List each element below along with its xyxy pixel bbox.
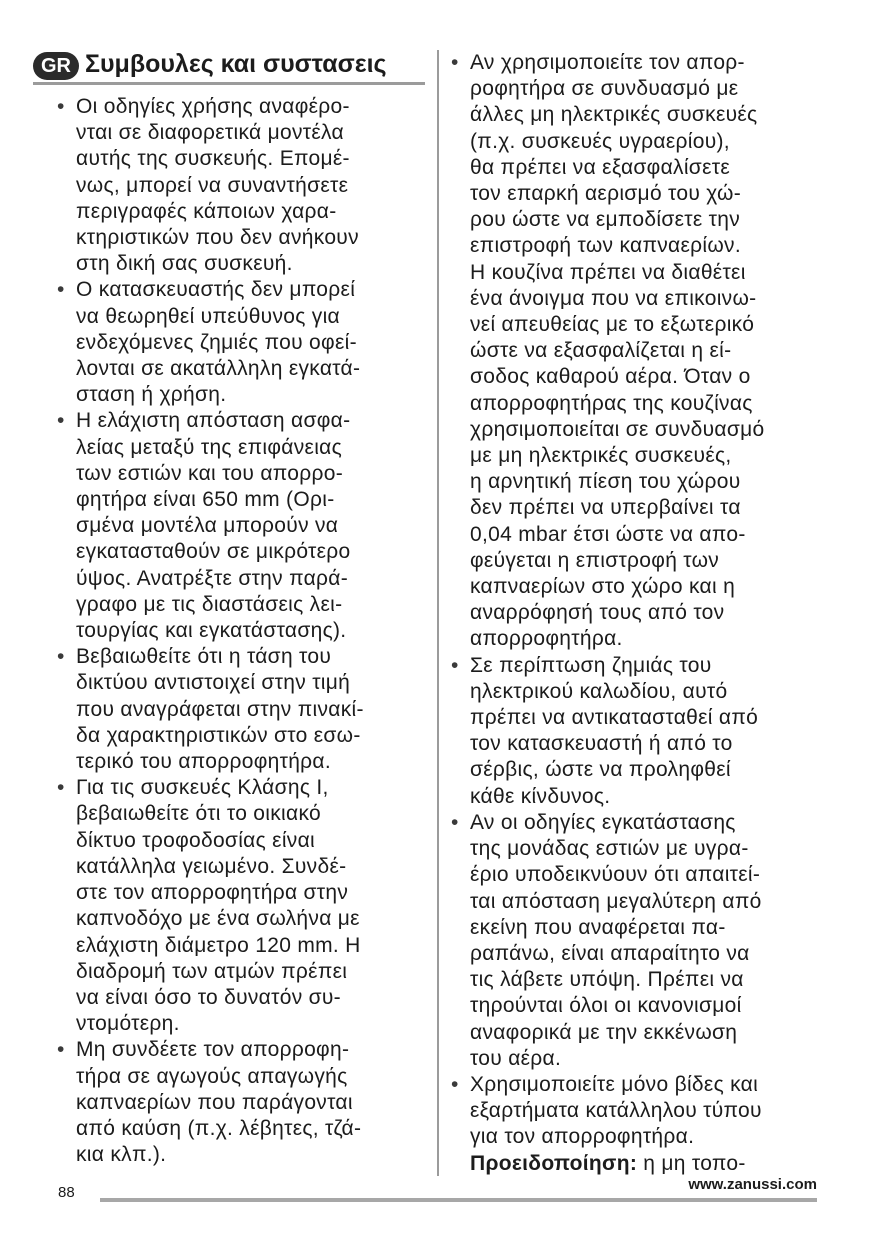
list-item [448, 50, 820, 653]
text-line: νως, μπορεί να συναντήσετε [76, 173, 349, 197]
bullet-icon: • [451, 1072, 459, 1096]
list-item [448, 810, 820, 1072]
text-line: εκείνη που αναφέρεται πα- [470, 915, 726, 939]
bullet-icon: • [57, 409, 65, 433]
text-line: πρέπει να αντικατασταθεί από [470, 706, 759, 730]
text-line: κατάλληλα γειωμένο. Συνδέ- [76, 854, 347, 878]
bullet-icon: • [57, 776, 65, 800]
text-line: άλλες μη ηλεκτρικές συσκευές [470, 103, 758, 127]
list-item [54, 408, 426, 644]
text-line: ρου ώστε να εμποδίσετε την [470, 208, 741, 232]
bullet-icon: • [451, 810, 459, 834]
text-line: απορροφητήρα. [470, 627, 623, 651]
footer-rule [100, 1198, 817, 1202]
text-line: δεν πρέπει να υπερβαίνει τα [470, 496, 741, 520]
page-number: 88 [58, 1184, 75, 1201]
list-item [54, 1037, 426, 1168]
text-line: νται σε διαφορετικά μοντέλα [76, 121, 344, 145]
bullet-icon: • [57, 278, 65, 302]
text-line: θα πρέπει να εξασφαλίσετε [470, 155, 730, 179]
text-line: δικτύου αντιστοιχεί στην τιμή [76, 671, 351, 695]
text-line: καπναερίων που παράγονται [76, 1090, 353, 1114]
text-line: σμένα μοντέλα μπορούν να [76, 514, 339, 538]
text-line: ελάχιστη διάμετρο 120 mm. Η [76, 933, 361, 957]
bullet-icon: • [57, 1038, 65, 1062]
text-line: σταση ή χρήση. [76, 383, 227, 407]
text-line: λονται σε ακατάλληλη εγκατά- [76, 357, 361, 381]
text-line: εξαρτήματα κατάλληλου τύπου [470, 1099, 762, 1123]
text-line: νεί απευθείας με το εξωτερικό [470, 313, 755, 337]
text-line: δα χαρακτηριστικών στο εσω- [76, 723, 361, 747]
text-line: βεβαιωθείτε ότι το οικιακό [76, 802, 321, 826]
section-header [33, 48, 425, 82]
text-line: Βεβαιωθείτε ότι η τάση του [76, 645, 332, 669]
text-line: ενδεχόμενες ζημιές που οφεί- [76, 330, 357, 354]
text-line: αυτής της συσκευής. Επομέ- [76, 147, 350, 171]
text-line: Για τις συσκευές Κλάσης Ι, [76, 776, 329, 800]
list-item [54, 644, 426, 775]
text-line: των εστιών και του απορρο- [76, 461, 343, 485]
text-line: Οι οδηγίες χρήσης αναφέρο- [76, 95, 350, 118]
list-item [54, 775, 426, 1037]
text-line: Σε περίπτωση ζημιάς του [470, 653, 712, 677]
text-line: αναρρόφησή τους από τον [470, 601, 725, 625]
bullet-icon: • [57, 95, 65, 118]
text-line: να θεωρηθεί υπεύθυνος για [76, 304, 341, 328]
text-line: 0,04 mbar έτσι ώστε να απο- [470, 522, 746, 546]
text-line: ηλεκτρικού καλωδίου, αυτό [470, 679, 728, 703]
list-item [448, 653, 820, 810]
text-line: σέρβις, ώστε να προληφθεί [470, 758, 731, 782]
text-line: για τον απορροφητήρα. [470, 1125, 695, 1149]
text-line: επιστροφή των καπναερίων. [470, 234, 741, 258]
text-line: Αν οι οδηγίες εγκατάστασης [470, 810, 736, 834]
text-line: τηρούνται όλοι οι κανονισμοί [470, 994, 742, 1018]
text-line: της μονάδας εστιών με υγρα- [470, 837, 749, 861]
text-line: καπναερίων στο χώρο και η [470, 575, 736, 599]
text-line: κάθε κίνδυνος. [470, 784, 611, 808]
text-line: που αναγράφεται στην πινακί- [76, 697, 364, 721]
website-url: www.zanussi.com [688, 1176, 817, 1193]
text-line: γραφο με τις διαστάσεις λει- [76, 592, 343, 616]
list-item [54, 94, 426, 277]
text-line: από καύση (π.χ. λέβητες, τζά- [76, 1116, 362, 1140]
text-line: χρησιμοποιείται σε συνδυασμό [470, 417, 765, 441]
text-line: απορροφητήρας της κουζίνας [470, 391, 753, 415]
text-line: φητήρα είναι 650 mm (Ορι- [76, 488, 335, 512]
list-item [448, 1072, 820, 1177]
text-line: η αρνητική πίεση του χώρου [470, 470, 741, 494]
left-column [54, 94, 426, 1168]
text-line: κια κλπ.). [76, 1143, 167, 1167]
text-line: με μη ηλεκτρικές συσκευές, [470, 444, 732, 468]
text-line: Χρησιμοποιείτε μόνο βίδες και [470, 1072, 759, 1096]
text-line: έριο υποδεικνύουν ότι απαιτεί- [470, 863, 761, 887]
text-line: ροφητήρα σε συνδυασμό με [470, 77, 739, 101]
text-line: ύψος. Ανατρέξτε στην παρά- [76, 566, 349, 590]
warning-text: η μη τοπο- [637, 1151, 746, 1175]
text-line: ώστε να εξασφαλίζεται η εί- [470, 339, 732, 363]
warning-label: Προειδοποίηση: [470, 1151, 638, 1175]
text-line: σοδος καθαρού αέρα. Όταν ο [470, 365, 751, 389]
page-title: Συμβουλες και συστασεις [85, 50, 387, 78]
text-line: στη δική σας συσκευή. [76, 252, 293, 276]
text-line: ένα άνοιγμα που να επικοινω- [470, 286, 757, 310]
text-line: στε τον απορροφητήρα στην [76, 881, 349, 905]
list-item [54, 277, 426, 408]
text-line: ντομότερη. [76, 1012, 180, 1036]
text-line: κτηριστικών που δεν ανήκουν [76, 226, 359, 250]
text-line: να είναι όσο το δυνατόν συ- [76, 985, 341, 1009]
text-line: Μη συνδέετε τον απορροφη- [76, 1038, 350, 1062]
text-line: φεύγεται η επιστροφή των [470, 548, 720, 572]
text-line: ται απόσταση μεγαλύτερη από [470, 889, 762, 913]
text-line: Ο κατασκευαστής δεν μπορεί [76, 278, 356, 302]
text-line: Αν χρησιμοποιείτε τον απορ- [470, 51, 745, 74]
text-line: τήρα σε αγωγούς απαγωγής [76, 1064, 348, 1088]
bullet-icon: • [451, 51, 459, 74]
text-line: Η ελάχιστη απόσταση ασφα- [76, 409, 351, 433]
text-line: (π.χ. συσκευές υγραερίου), [470, 129, 730, 153]
bullet-icon: • [451, 653, 459, 677]
text-line: διαδρομή των ατμών πρέπει [76, 959, 348, 983]
right-column [448, 50, 820, 1177]
bullet-icon: • [57, 645, 65, 669]
text-line: Η κουζίνα πρέπει να διαθέτει [470, 260, 746, 284]
text-line: λείας μεταξύ της επιφάνειας [76, 435, 343, 459]
text-line: αναφορικά με την εκκένωση [470, 1020, 738, 1044]
text-line: τον κατασκευαστή ή από το [470, 732, 733, 756]
title-underline [33, 82, 425, 85]
language-badge: GR [33, 52, 79, 80]
text-line: του αέρα. [470, 1046, 562, 1070]
warning-line [470, 1151, 820, 1177]
text-line: τις λάβετε υπόψη. Πρέπει να [470, 968, 744, 992]
text-line: ραπάνω, είναι απαραίτητο να [470, 941, 750, 965]
text-line: εγκατασταθούν σε μικρότερο [76, 540, 351, 564]
text-line: περιγραφές κάποιων χαρα- [76, 199, 337, 223]
text-line: τον επαρκή αερισμό του χώ- [470, 182, 741, 206]
column-divider [437, 50, 439, 1176]
text-line: καπνοδόχο με ένα σωλήνα με [76, 907, 360, 931]
text-line: δίκτυο τροφοδοσίας είναι [76, 828, 315, 852]
text-line: τερικό του απορροφητήρα. [76, 750, 331, 774]
text-line: τουργίας και εγκατάστασης). [76, 619, 347, 643]
